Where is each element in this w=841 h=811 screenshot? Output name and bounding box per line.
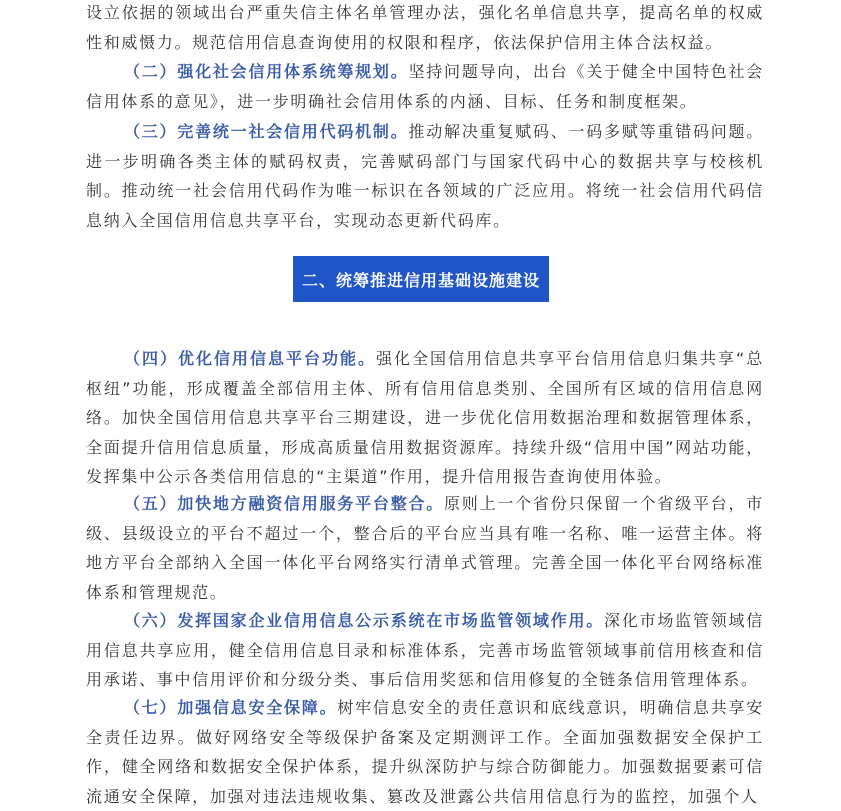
- paragraph-item-2: [86, 57, 764, 116]
- paragraph-body: 原则上一个省份只保留一个省级平台，市级、县级设立的平台不超过一个，整合后的平台应当具有唯一名称、唯一运营主体。将地方平台全部纳入全国一体化平台网络实行清单式管理。完善全国一体化平台网络标准体系和管理规范。: [86, 494, 764, 602]
- paragraph-item-6: [86, 606, 764, 695]
- paragraph-item-7: [86, 693, 764, 811]
- paragraph-heading: （五）加快地方融资信用服务平台整合。: [124, 494, 445, 513]
- paragraph-item-4: [86, 344, 764, 492]
- paragraph-heading: （七）加强信息安全保障。: [124, 698, 338, 717]
- paragraph-item-3: [86, 117, 764, 235]
- paragraph-body: 深化市场监管领域信用信息共享应用，健全信用信息目录和标准体系，完善市场监管领域事前信用核查和信用承诺、事中信用评价和分级分类、事后信用奖惩和信用修复的全链条信用管理体系。: [86, 611, 764, 689]
- paragraph-heading: （六）发挥国家企业信用信息公示系统在市场监管领域作用。: [124, 611, 605, 630]
- paragraph-body: 推动解决重复赋码、一码多赋等重错码问题。进一步明确各类主体的赋码权责，完善赋码部门与国家代码中心的数据共享与校核机制。推动统一社会信用代码作为唯一标识在各领域的广泛应用。将统一社会信用代码信息纳入全国信用信息共享平台，实现动态更新代码库。: [86, 122, 764, 230]
- paragraph-credit-list: [86, 0, 764, 57]
- paragraph-heading: （三）完善统一社会信用代码机制。: [124, 122, 409, 141]
- section-banner: 二、统筹推进信用基础设施建设: [293, 256, 549, 302]
- paragraph-body: 强化全国信用信息共享平台信用信息归集共享“总枢纽”功能，形成覆盖全部信用主体、所有信用信息类别、全国所有区域的信用信息网络。加快全国信用信息共享平台三期建设，进一步优化信用数据治理和数据管理体系，全面提升信用信息质量，形成高质量信用数据资源库。持续升级“信用中国”网站功能，发挥集中公示各类信用信息的“主渠道”作用，提升信用报告查询使用体验。: [86, 349, 764, 486]
- paragraph-body: 树牢信息安全的责任意识和底线意识，明确信息共享安全责任边界。做好网络安全等级保护备案及定期测评工作。全面加强数据安全保护工作，健全网络和数据安全保护体系，提升纵深防护与综合防御能力。加强数据要素可信流通安全保障，加强对违法违规收集、篡改及泄露公共信用信息行为的监控，加强个人: [86, 698, 764, 806]
- paragraph-heading: （二）强化社会信用体系统筹规划。: [124, 62, 409, 81]
- paragraph-heading: （四）优化信用信息平台功能。: [124, 349, 376, 368]
- paragraph-body: 坚持问题导向，出台《关于健全中国特色社会信用体系的意见》，进一步明确社会信用体系的内涵、目标、任务和制度框架。: [86, 62, 764, 111]
- paragraph-body: 设立依据的领域出台严重失信主体名单管理办法，强化名单信息共享，提高名单的权威性和威慑力。规范信用信息查询使用的权限和程序，依法保护信用主体合法权益。: [86, 3, 764, 52]
- paragraph-item-5: [86, 489, 764, 607]
